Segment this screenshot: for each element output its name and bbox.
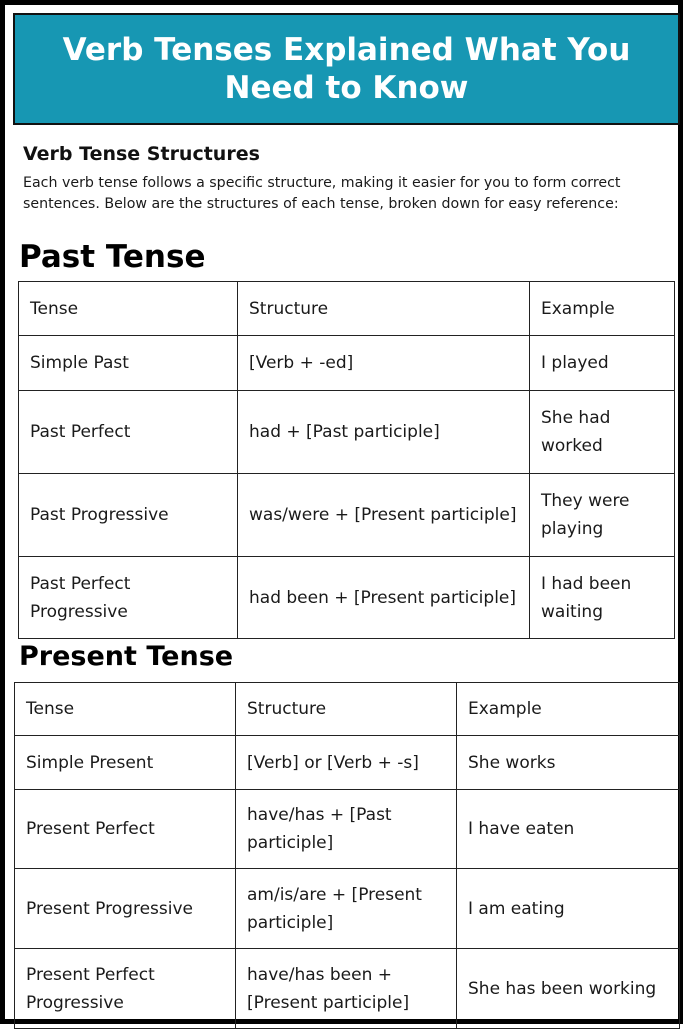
- table-row: [15, 949, 680, 1029]
- tense-cell: Simple Present: [15, 736, 236, 790]
- column-header: Structure: [236, 683, 457, 736]
- structure-cell: have/has + [Past participle]: [236, 790, 457, 869]
- tense-cell: Past Perfect Progressive: [19, 557, 238, 639]
- tense-cell: Past Perfect: [19, 391, 238, 474]
- section-intro: Each verb tense follows a specific structure, making it easier for you to form correct sentences. Below are the structures of each tense, broken down for easy reference:: [23, 175, 621, 212]
- tense-cell: Simple Past: [19, 336, 238, 391]
- column-header: Example: [530, 282, 675, 336]
- table-header-row: [15, 683, 680, 736]
- example-cell: I had been waiting: [530, 557, 675, 639]
- table-header-row: [19, 282, 675, 336]
- column-header: Tense: [15, 683, 236, 736]
- example-cell: I am eating: [457, 869, 680, 949]
- section-title: Verb Tense Structures: [23, 143, 260, 165]
- example-cell: She had worked: [530, 391, 675, 474]
- column-header: Structure: [238, 282, 530, 336]
- tense-cell: Present Progressive: [15, 869, 236, 949]
- example-cell: I played: [530, 336, 675, 391]
- column-header: Tense: [19, 282, 238, 336]
- page-title: Verb Tenses Explained What You Need to Know: [62, 32, 631, 106]
- present-tense-table: [14, 682, 680, 1029]
- table-row: [15, 790, 680, 869]
- table-row: [19, 557, 675, 639]
- structure-cell: [Verb + -ed]: [238, 336, 530, 391]
- title-banner: [13, 13, 680, 125]
- example-cell: They were playing: [530, 474, 675, 557]
- table-row: [19, 474, 675, 557]
- table-row: [15, 869, 680, 949]
- structure-cell: [Verb] or [Verb + -s]: [236, 736, 457, 790]
- structure-cell: had + [Past participle]: [238, 391, 530, 474]
- table-row: [19, 336, 675, 391]
- tense-cell: Past Progressive: [19, 474, 238, 557]
- table-row: [19, 391, 675, 474]
- tense-cell: Present Perfect: [15, 790, 236, 869]
- example-cell: She works: [457, 736, 680, 790]
- structure-cell: had been + [Present participle]: [238, 557, 530, 639]
- table-row: [15, 736, 680, 790]
- structure-cell: have/has been + [Present participle]: [236, 949, 457, 1029]
- past-tense-table: [18, 281, 675, 639]
- tense-cell: Present Perfect Progressive: [15, 949, 236, 1029]
- structure-cell: was/were + [Present participle]: [238, 474, 530, 557]
- example-cell: She has been working: [457, 949, 680, 1029]
- column-header: Example: [457, 683, 680, 736]
- structure-cell: am/is/are + [Present participle]: [236, 869, 457, 949]
- example-cell: I have eaten: [457, 790, 680, 869]
- present-tense-heading: Present Tense: [19, 641, 234, 672]
- past-tense-heading: Past Tense: [19, 239, 206, 275]
